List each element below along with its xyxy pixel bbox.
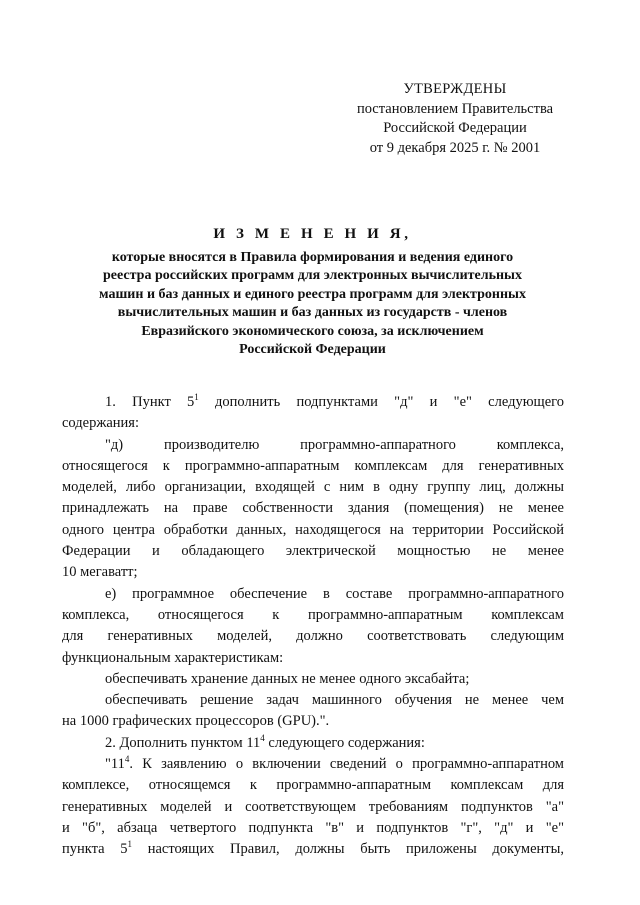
approval-line: постановлением Правительства — [356, 100, 554, 117]
text-line: на 1000 графических процессоров (GPU).". — [62, 713, 330, 730]
text-line: 10 мегаватт; — [62, 564, 138, 581]
paragraph-item-2 — [62, 733, 564, 754]
paragraph-item-1 — [62, 392, 564, 435]
text-line: комплексе, относящемся к программно-аппаратным комплексам для — [62, 777, 564, 794]
text-line: "$11^4$. К заявлению о включении сведений о программно-аппаратном — [105, 754, 564, 773]
text-line: моделей, либо организации, входящей с ним в одну группу лиц, должны — [62, 479, 564, 496]
paragraph-requirement-2 — [62, 690, 564, 733]
document-subtitle — [60, 249, 565, 359]
text-line: обеспечивать хранение данных не менее одного эксабайта; — [105, 670, 470, 687]
subtitle-line: реестра российских программ для электронных вычислительных — [103, 268, 522, 284]
text-line: относящегося к программно-аппаратным комплексам для генеративных — [62, 457, 564, 474]
paragraph-subitem-d — [62, 435, 564, 584]
text-line: содержания: — [62, 415, 140, 432]
subtitle-line: Евразийского экономического союза, за исключением — [141, 323, 484, 339]
document-body — [62, 392, 564, 861]
subtitle-line: которые вносятся в Правила формирования и ведения единого — [111, 250, 514, 265]
approval-line: Российской Федерации — [383, 120, 527, 136]
text-line: одного центра обработки данных, находящегося на территории Российской — [62, 521, 564, 538]
text-line: для генеративных моделей, должно соответствовать следующим — [62, 628, 564, 645]
approval-block — [330, 80, 580, 158]
paragraph-requirement-1 — [62, 669, 564, 690]
document-title: И З М Е Н Е Н И Я, — [213, 226, 412, 242]
text-line: комплекса, относящегося к программно-аппаратным комплексам — [62, 606, 564, 623]
approval-line: от 9 декабря 2025 г. № 2001 — [369, 139, 541, 156]
text-line: 1. Пункт $5^1$ дополнить подпунктами "д" и "е" следующего — [105, 392, 564, 410]
text-line: и "б", абзаца четвертого подпункта "в" и подпунктов "г", "д" и "е" — [62, 819, 564, 836]
text-line: принадлежать на праве собственности здания (помещения) не менее — [62, 500, 564, 517]
approval-heading: УТВЕРЖДЕНЫ — [403, 81, 507, 97]
subtitle-line: Российской Федерации — [239, 342, 386, 358]
text-line: пункта $5^1$ настоящих Правил, должны быть приложены документы, — [62, 839, 564, 858]
paragraph-subitem-e — [62, 584, 564, 669]
text-line: функциональным характеристикам: — [62, 649, 284, 666]
text-line: Федерации и обладающего электрической мощностью не менее — [62, 543, 564, 560]
subtitle-line: вычислительных машин и баз данных из государств - членов — [117, 305, 508, 321]
text-line: генеративных моделей и соответствующем требованиям подпунктов "а" — [62, 798, 564, 815]
text-line: "д) производителю программно-аппаратного комплекса, — [105, 436, 564, 453]
text-line: обеспечивать решение задач машинного обучения не менее чем — [105, 692, 564, 709]
text-line: 2. Дополнить пунктом $11^4$ следующего содержания: — [105, 732, 425, 751]
paragraph-item-11-4 — [62, 754, 564, 860]
text-line: е) программное обеспечение в составе программно-аппаратного — [105, 585, 564, 602]
subtitle-line: машин и баз данных и единого реестра программ для электронных — [99, 286, 526, 302]
